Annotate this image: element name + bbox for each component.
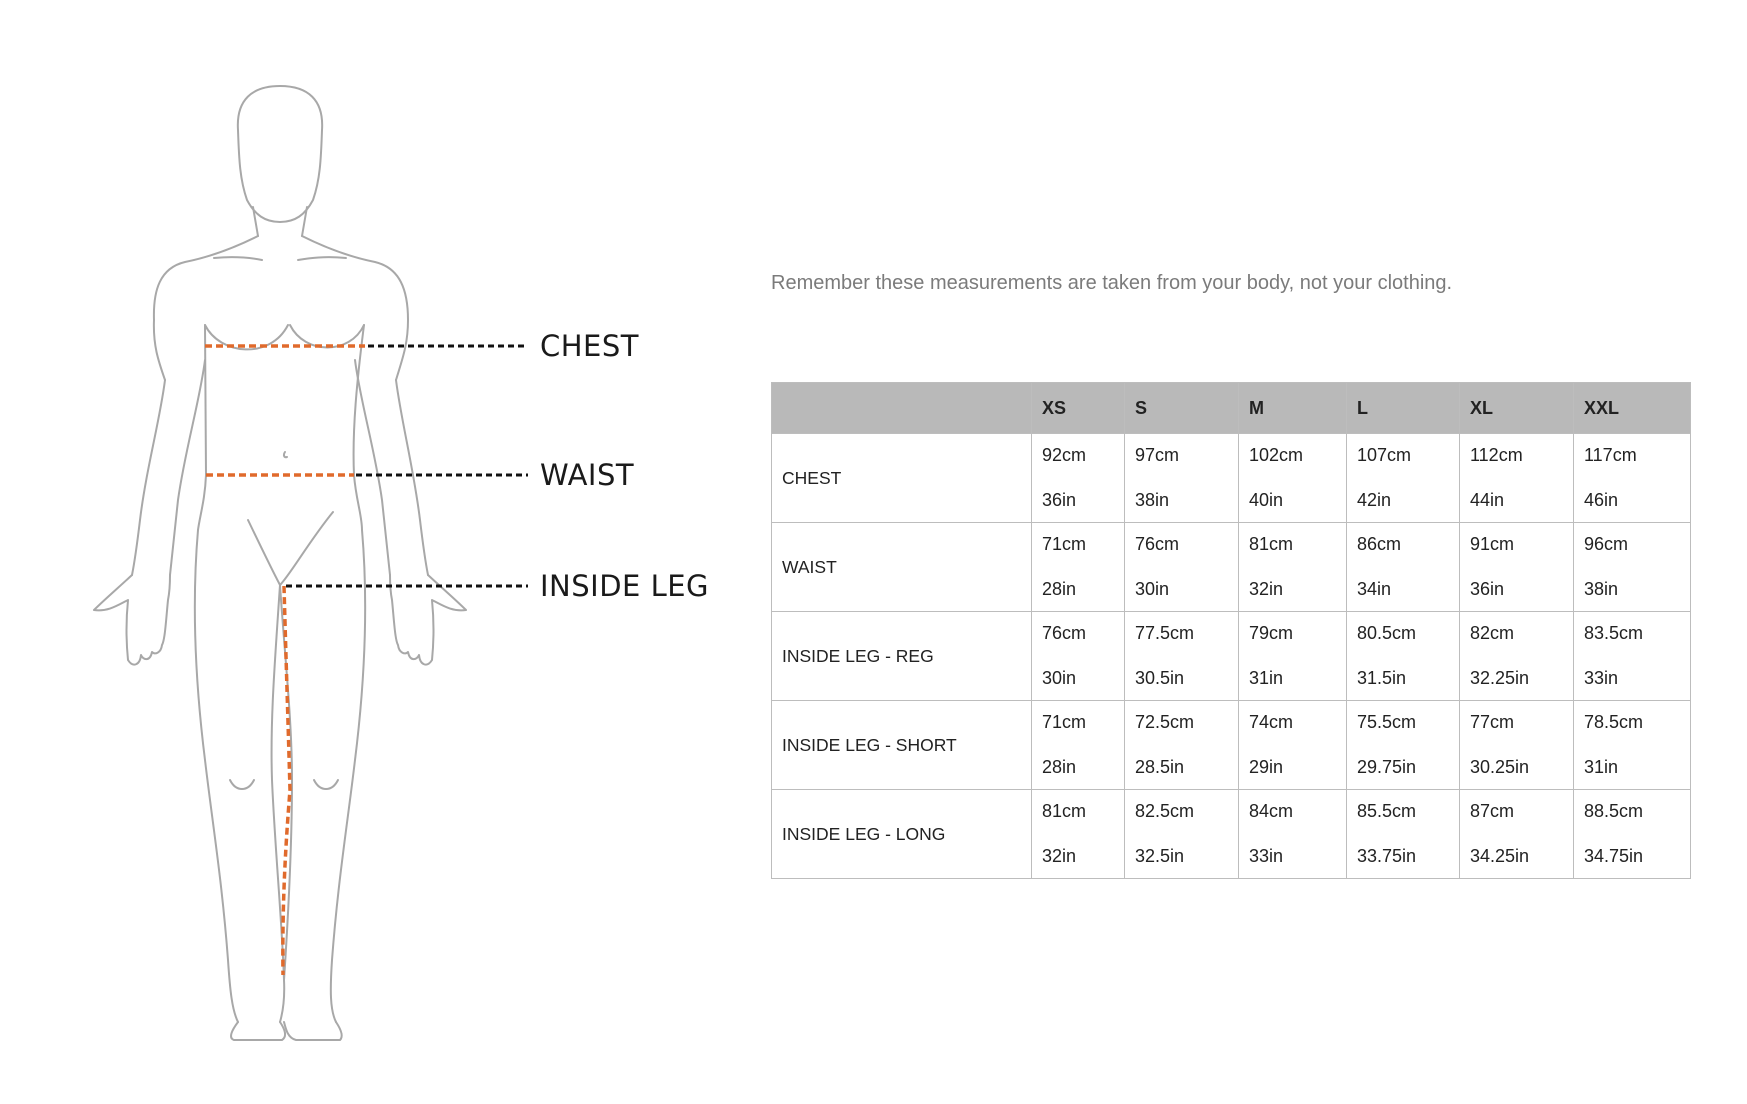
size-cell (1239, 790, 1347, 879)
inch-value: 38in (1135, 490, 1170, 510)
size-cell (1032, 701, 1125, 790)
inch-value: 42in (1357, 490, 1392, 510)
table-header-row (772, 383, 1691, 434)
leader-lines (286, 346, 528, 586)
cm-value: 107cm (1357, 445, 1412, 465)
row-label: INSIDE LEG - SHORT (772, 701, 1032, 790)
cm-value: 112cm (1470, 445, 1523, 465)
cm-value: 80.5cm (1357, 623, 1417, 643)
cm-value: 74cm (1249, 712, 1294, 732)
row-label: CHEST (772, 434, 1032, 523)
table-row (772, 612, 1691, 701)
cm-value: 81cm (1042, 801, 1087, 821)
inch-value: 31in (1249, 668, 1284, 688)
chest-label: CHEST (540, 329, 640, 363)
size-cell (1460, 523, 1574, 612)
column-header-m: M (1239, 383, 1347, 434)
inch-value: 46in (1584, 490, 1619, 510)
cm-value: 97cm (1135, 445, 1180, 465)
inside-leg-label: INSIDE LEG (540, 569, 710, 603)
inch-value: 31in (1584, 757, 1619, 777)
size-cell (1032, 434, 1125, 523)
cm-value: 91cm (1470, 534, 1515, 554)
cm-value: 77.5cm (1135, 623, 1195, 643)
cm-value: 86cm (1357, 534, 1402, 554)
size-chart-table (771, 382, 1691, 879)
size-cell (1574, 612, 1691, 701)
inch-value: 31.5in (1357, 668, 1407, 688)
size-cell (1460, 434, 1574, 523)
size-cell (1239, 612, 1347, 701)
size-cell (1347, 790, 1460, 879)
cm-value: 88.5cm (1584, 801, 1644, 821)
size-cell (1574, 701, 1691, 790)
cm-value: 85.5cm (1357, 801, 1417, 821)
size-cell (1125, 523, 1239, 612)
body-measurement-figure (0, 0, 760, 1104)
cm-value: 82.5cm (1135, 801, 1195, 821)
column-header-xl: XL (1460, 383, 1574, 434)
column-header-l: L (1347, 383, 1460, 434)
cm-value: 82cm (1470, 623, 1515, 643)
size-cell (1032, 612, 1125, 701)
inch-value: 34.25in (1470, 846, 1530, 866)
inch-value: 40in (1249, 490, 1284, 510)
size-cell (1032, 523, 1125, 612)
row-label: WAIST (772, 523, 1032, 612)
table-row (772, 434, 1691, 523)
inch-value: 32in (1042, 846, 1077, 866)
size-cell (1460, 790, 1574, 879)
inch-value: 30.25in (1470, 757, 1530, 777)
inch-value: 30in (1042, 668, 1077, 688)
inch-value: 32.25in (1470, 668, 1530, 688)
cm-value: 79cm (1249, 623, 1294, 643)
inch-value: 33in (1249, 846, 1284, 866)
inch-value: 33.75in (1357, 846, 1417, 866)
size-cell (1574, 790, 1691, 879)
inch-value: 30in (1135, 579, 1170, 599)
measurement-note: Remember these measurements are taken from your body, not your clothing. (771, 272, 1453, 294)
size-cell (1347, 612, 1460, 701)
cm-value: 78.5cm (1584, 712, 1644, 732)
inch-value: 44in (1470, 490, 1505, 510)
size-cell (1125, 434, 1239, 523)
size-cell (1574, 434, 1691, 523)
cm-value: 96cm (1584, 534, 1629, 554)
inch-value: 28in (1042, 579, 1077, 599)
inch-value: 38in (1584, 579, 1619, 599)
size-cell (1032, 790, 1125, 879)
table-body (772, 434, 1691, 879)
size-cell (1347, 523, 1460, 612)
table-row (772, 790, 1691, 879)
cm-value: 83.5cm (1584, 623, 1644, 643)
cm-value: 75.5cm (1357, 712, 1417, 732)
row-label: INSIDE LEG - REG (772, 612, 1032, 701)
column-header-s: S (1125, 383, 1239, 434)
size-cell (1125, 612, 1239, 701)
inch-value: 28.5in (1135, 757, 1185, 777)
size-cell (1460, 701, 1574, 790)
row-label: INSIDE LEG - LONG (772, 790, 1032, 879)
cm-value: 87cm (1470, 801, 1515, 821)
table-row (772, 701, 1691, 790)
inch-value: 29.75in (1357, 757, 1417, 777)
cm-value: 71cm (1042, 712, 1087, 732)
column-header-label (772, 383, 1032, 434)
size-cell (1347, 434, 1460, 523)
cm-value: 72.5cm (1135, 712, 1195, 732)
size-cell (1125, 790, 1239, 879)
size-cell (1239, 434, 1347, 523)
inch-value: 34.75in (1584, 846, 1644, 866)
size-cell (1347, 701, 1460, 790)
inside-leg-measure-line (283, 586, 290, 975)
cm-value: 92cm (1042, 445, 1087, 465)
cm-value: 81cm (1249, 534, 1294, 554)
cm-value: 102cm (1249, 445, 1304, 465)
cm-value: 84cm (1249, 801, 1294, 821)
inch-value: 36in (1470, 579, 1505, 599)
column-header-xxl: XXL (1574, 383, 1691, 434)
size-cell (1460, 612, 1574, 701)
cm-value: 76cm (1042, 623, 1087, 643)
inch-value: 34in (1357, 579, 1392, 599)
cm-value: 76cm (1135, 534, 1180, 554)
table-row (772, 523, 1691, 612)
column-header-xs: XS (1032, 383, 1125, 434)
cm-value: 77cm (1470, 712, 1515, 732)
size-cell (1239, 523, 1347, 612)
cm-value: 71cm (1042, 534, 1087, 554)
inch-value: 30.5in (1135, 668, 1185, 688)
cm-value: 117cm (1584, 445, 1637, 465)
waist-label: WAIST (540, 458, 635, 492)
inch-value: 32.5in (1135, 846, 1185, 866)
size-cell (1239, 701, 1347, 790)
inch-value: 28in (1042, 757, 1077, 777)
size-cell (1125, 701, 1239, 790)
inch-value: 29in (1249, 757, 1284, 777)
inch-value: 32in (1249, 579, 1284, 599)
size-cell (1574, 523, 1691, 612)
body-outline (94, 86, 466, 1040)
inch-value: 36in (1042, 490, 1077, 510)
inch-value: 33in (1584, 668, 1619, 688)
